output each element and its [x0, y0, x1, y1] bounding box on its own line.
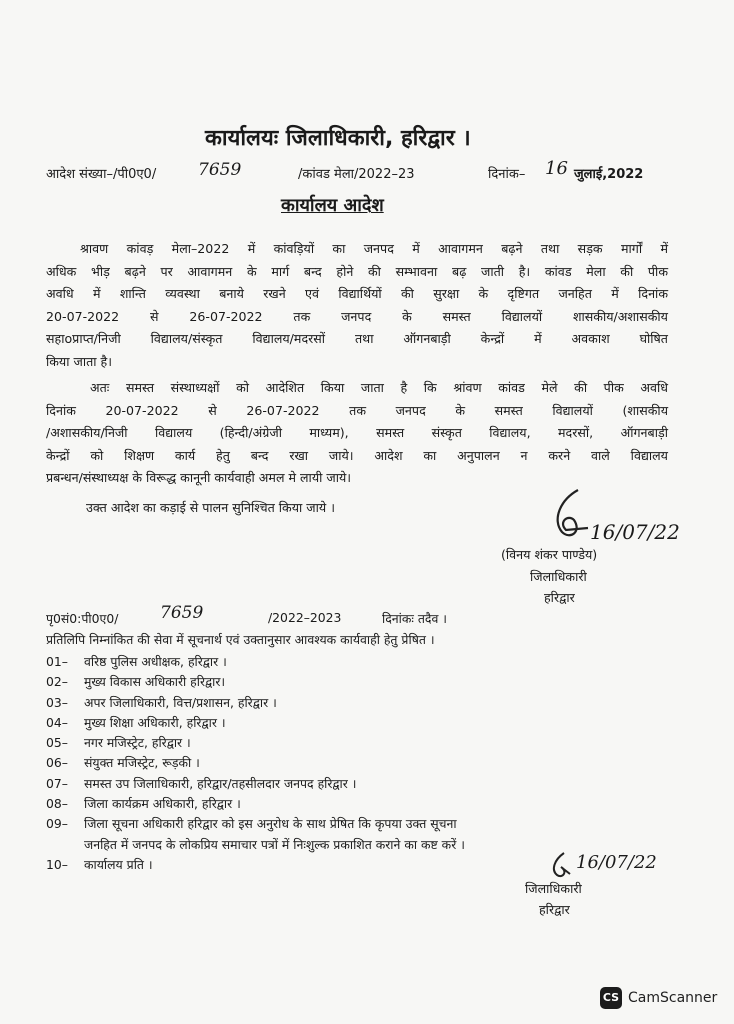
- paragraph-line: अधिक भीड़ बढ़ने पर आवागमन के मार्ग बन्द होने की सम्भावना बढ़ जाती है। कांवड मेला की पीक: [46, 263, 668, 279]
- date-month-year: जुलाई,2022: [574, 167, 644, 182]
- copy-intro: प्रतिलिपि निम्नांकित की सेवा में सूचनार्थ एवं उक्तानुसार आवश्यक कार्यवाही हेतु प्रेषित ।: [46, 632, 435, 647]
- copy-ref-label: पृ0सं0:पी0ए0/: [46, 611, 119, 626]
- copy-ref-date: दिनांकः तदैव ।: [382, 611, 447, 626]
- order-number-label: आदेश संख्या–/पी0ए0/: [46, 167, 157, 182]
- paragraph-line: अतः समस्त संस्थाध्यक्षों को आदेशित किया जाता है कि श्रांवण कांवड मेले की पीक अवधि: [90, 380, 668, 395]
- paragraph-line: 20-07-2022 से 26-07-2022 तक जनपद के समस्त विद्यालयों शासकीय/अशासकीय: [46, 308, 668, 324]
- signature-date: 16/07/22: [576, 852, 657, 873]
- list-item: 07– समस्त उप जिलाधिकारी, हरिद्वार/तहसीलदार जनपद हरिद्वार ।: [46, 775, 357, 791]
- order-reference: /कांवड मेला/2022–23: [298, 167, 415, 182]
- paragraph-line: अवधि में शान्ति व्यवस्था बनाये रखने एवं विद्यार्थियों की सुरक्षा के दृष्टिगत जनहित में दिनांक: [46, 286, 668, 302]
- list-item: 03– अपर जिलाधिकारी, वित्त/प्रशासन, हरिद्वार ।: [46, 694, 277, 710]
- paragraph-line: /अशासकीय/निजी विद्यालय (हिन्दी/अंग्रेजी माध्यम), समस्त संस्कृत विद्यालय, मदरसों, ऑगनबाड़ी: [46, 425, 668, 441]
- paragraph-line: प्रबन्धन/संस्थाध्यक्ष के विरूद्ध कानूनी कार्यवाही अमल मे लायी जाये।: [46, 470, 352, 486]
- officer-place: हरिद्वार: [544, 590, 575, 605]
- order-heading: कार्यालय आदेश: [281, 195, 384, 216]
- list-item: 08– जिला कार्यक्रम अधिकारी, हरिद्वार ।: [46, 796, 241, 812]
- order-number-handwritten: 7659: [198, 160, 242, 180]
- copy-list: [46, 652, 465, 875]
- list-item: जनहित में जनपद के लोकप्रिय समाचार पत्रों में निःशुल्क प्रकाशित कराने का कष्ट करें ।: [84, 836, 465, 852]
- list-item: 01– वरिष्ठ पुलिस अधीक्षक, हरिद्वार ।: [46, 654, 227, 669]
- officer-designation: जिलाधिकारी: [530, 569, 587, 584]
- officer-designation: जिलाधिकारी: [525, 881, 582, 896]
- list-item: 04– मुख्य शिक्षा अधिकारी, हरिद्वार ।: [46, 714, 226, 730]
- list-item: 09– जिला सूचना अधिकारी हरिद्वार को इस अनुरोध के साथ प्रेषित कि कृपया उक्त सूचना: [46, 816, 457, 832]
- paragraph-line: उक्त आदेश का कड़ाई से पालन सुनिश्चित किया जाये ।: [86, 500, 335, 515]
- copy-ref-year: /2022–2023: [268, 610, 342, 625]
- officer-name: (विनय शंकर पाण्डेय): [501, 547, 598, 562]
- paragraph-line: केन्द्रों को शिक्षण कार्य हेतु बन्द रखा जाये। आदेश का अनुपालन न करने वाले विद्यालय: [46, 447, 668, 463]
- date-label: दिनांक–: [488, 167, 526, 182]
- paragraph-line: सहाoप्राप्त/निजी विद्यालय/संस्कृत विद्यालय/मदरसों तथा ऑगनबाड़ी केन्द्रों में अवकाश घोषित: [46, 331, 668, 347]
- list-item: 05– नगर मजिस्ट्रेट, हरिद्वार ।: [46, 735, 191, 751]
- signature-date: 16/07/22: [590, 520, 680, 544]
- office-title: कार्यालयः जिलाधिकारी, हरिद्वार ।: [205, 126, 471, 151]
- camscanner-logo-icon: CS: [600, 987, 622, 1009]
- signature-mark: [548, 850, 574, 880]
- officer-place: हरिद्वार: [539, 902, 570, 917]
- paragraph-line: दिनांक 20-07-2022 से 26-07-2022 तक जनपद के समस्त विद्यालयों (शासकीय: [46, 402, 668, 418]
- date-handwritten: 16: [545, 158, 568, 179]
- paragraph-line: श्रावण कांवड़ मेला–2022 में कांवड़ियों का जनपद में आवागमन बढ़ने तथा सड़क मार्गों में: [80, 241, 668, 256]
- camscanner-label: CamScanner: [628, 990, 718, 1006]
- list-item: 10– कार्यालय प्रति ।: [46, 856, 153, 872]
- list-item: 06– संयुक्त मजिस्ट्रेट, रूड़की ।: [46, 755, 200, 771]
- copy-ref-handwritten: 7659: [160, 603, 204, 623]
- paragraph-1: [46, 238, 668, 374]
- paragraph-2: [46, 377, 668, 490]
- list-item: 02– मुख्य विकास अधिकारी हरिद्वार।: [46, 674, 226, 690]
- paragraph-line: किया जाता है।: [46, 353, 113, 369]
